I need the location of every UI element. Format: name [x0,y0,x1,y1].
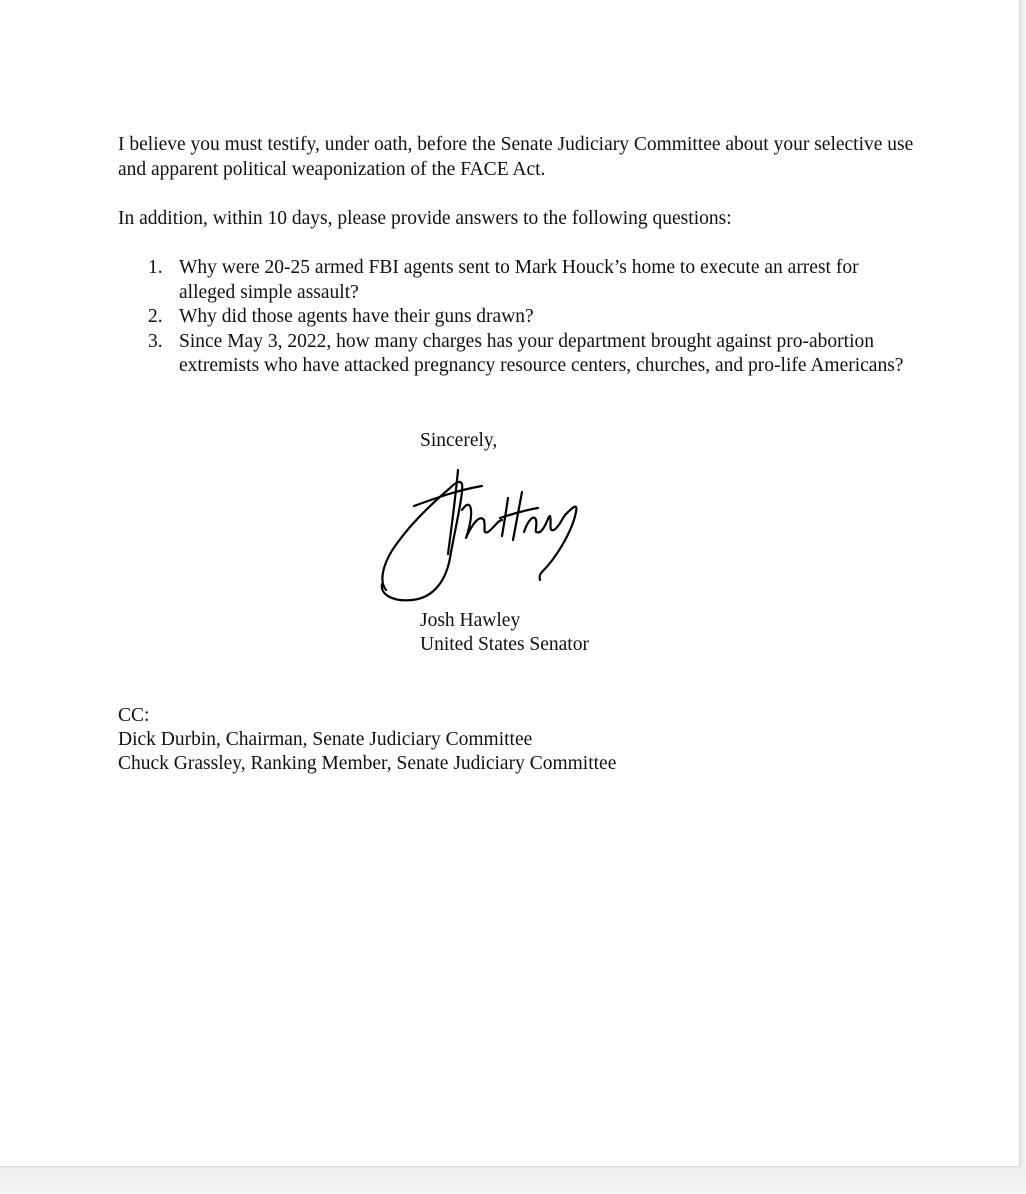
question-number: 2. [148,306,163,327]
page-edge-shadow [1020,0,1026,1194]
question-item [118,256,908,305]
closing-salutation: Sincerely, [420,430,498,451]
question-item [118,330,908,379]
paragraph-questions-intro: In addition, within 10 days, please provide answers to the following questions: [118,208,732,229]
question-number: 3. [148,330,163,352]
signer-name: Josh Hawley [420,610,521,631]
paragraph-testify-request: I believe you must testify, under oath, before the Senate Judiciary Committee about your selective use and apparent political weaponization of the FACE Act. [118,134,914,180]
questions-list [118,256,908,379]
cc-recipient: Chuck Grassley, Ranking Member, Senate Judiciary Committee [118,753,617,774]
question-text: Since May 3, 2022, how many charges has your department brought against pro-abortion extremists who have attacked pregnancy resource centers, churches, and pro-life Americans? [179,330,904,376]
cc-recipient: Dick Durbin, Chairman, Senate Judiciary Committee [118,729,533,750]
signer-title: United States Senator [420,634,589,655]
handwritten-signature [376,462,586,604]
question-item [118,305,908,330]
page-bottom-shadow [0,1167,1026,1194]
question-text: Why did those agents have their guns drawn? [179,306,534,327]
question-number: 1. [148,257,163,278]
question-text: Why were 20-25 armed FBI agents sent to Mark Houck’s home to execute an arrest for alleged simple assault? [179,257,859,303]
cc-label: CC: [118,705,150,726]
